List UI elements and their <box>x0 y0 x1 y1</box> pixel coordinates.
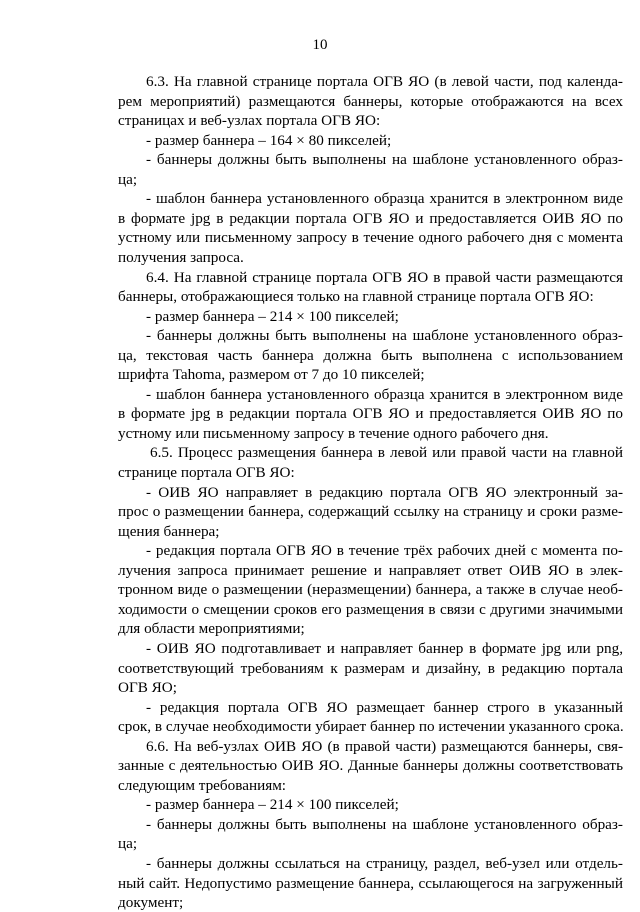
text-line: документ; <box>118 894 184 912</box>
text-line: щения баннера; <box>118 522 220 540</box>
text-line: - редакция портала ОГВ ЯО в течение трёх рабочих дней с момента по- <box>146 542 623 560</box>
text-line: 6.3. На главной странице портала ОГВ ЯО (в левой части, под календа- <box>146 73 623 90</box>
text-line: - баннеры должны быть выполнены на шаблоне установленного образ- <box>146 151 623 169</box>
text-line: для области мероприятиями; <box>118 620 305 638</box>
text-line: - размер баннера – 164 × 80 пикселей; <box>146 131 392 149</box>
text-line: - шаблон баннера установленного образца хранится в электронном виде <box>146 190 623 208</box>
text-line: следующим требованиям: <box>118 776 287 794</box>
text-line: - редакция портала ОГВ ЯО размещает баннер строго в указанный <box>146 698 623 716</box>
text-line: шрифта Tahoma, размером от 7 до 10 пикселей; <box>118 366 425 384</box>
text-line: - ОИВ ЯО направляет в редакцию портала ОГВ ЯО электронный за- <box>146 483 623 501</box>
text-line: ный сайт. Недопустимо размещение баннера, ссылающегося на загруженный <box>118 874 623 892</box>
text-line: 6.5. Процесс размещения баннера в левой или правой части на главной <box>150 444 623 462</box>
text-line: ОГВ ЯО; <box>118 679 177 697</box>
text-line: тронном виде о размещении (неразмещении) баннера, а также в случае необ- <box>118 581 623 599</box>
text-line: ца, текстовая часть баннера должна быть выполнена с использованием <box>118 346 623 364</box>
text-line: баннеры, отображающиеся только на главной странице портала ОГВ ЯО: <box>118 288 594 306</box>
page-number: 10 <box>312 37 328 53</box>
text-line: - размер баннера – 214 × 100 пикселей; <box>146 796 399 814</box>
text-line: соответствующий требованиям к размерам и дизайну, в редакцию портала <box>118 659 623 677</box>
text-line: - баннеры должны быть выполнены на шаблоне установленного образ- <box>146 815 623 833</box>
text-line: странице портала ОГВ ЯО: <box>118 464 295 481</box>
text-line: устному или письменному запросу в течение одного рабочего дня. <box>118 424 549 442</box>
text-line: - размер баннера – 214 × 100 пикселей; <box>146 307 399 325</box>
text-line: - ОИВ ЯО подготавливает и направляет баннер в формате jpg или png, <box>146 639 623 657</box>
text-line: получения запроса. <box>118 248 244 266</box>
text-line: страницах и веб-узлах портала ОГВ ЯО: <box>118 112 381 130</box>
text-line: ходимости о смещении сроков его размещения в связи с другими значимыми <box>118 600 623 618</box>
text-line: устному или письменному запросу в течение одного рабочего дня с момента <box>118 229 623 247</box>
text-line: ца; <box>118 170 138 188</box>
text-line: - шаблон баннера установленного образца хранится в электронном виде <box>146 385 623 403</box>
text-line: прос о размещении баннера, содержащий ссылку на страницу и сроки разме- <box>118 503 623 521</box>
text-line: в формате jpg в редакции портала ОГВ ЯО и предоставляется ОИВ ЯО по <box>118 209 623 227</box>
text-line: в формате jpg в редакции портала ОГВ ЯО и предоставляется ОИВ ЯО по <box>118 405 623 423</box>
text-line: лучения запроса принимает решение и направляет ответ ОИВ ЯО в элек- <box>118 561 623 579</box>
text-line: 6.6. На веб-узлах ОИВ ЯО (в правой части) размещаются баннеры, свя- <box>146 737 623 755</box>
text-line: - баннеры должны быть выполнены на шаблоне установленного образ- <box>146 327 623 345</box>
text-line: рем мероприятий) размещаются баннеры, которые отображаются на всех <box>118 92 623 110</box>
text-line: ца; <box>118 835 138 853</box>
text-line: 6.4. На главной странице портала ОГВ ЯО в правой части размещаются <box>146 268 623 286</box>
text-line: - баннеры должны ссылаться на страницу, раздел, веб-узел или отдель- <box>146 855 623 872</box>
text-line: занные с деятельностью ОИВ ЯО. Данные баннеры должны соответствовать <box>118 757 623 775</box>
text-line: срок, в случае необходимости убирает баннер по истечении указанного срока. <box>118 718 624 736</box>
